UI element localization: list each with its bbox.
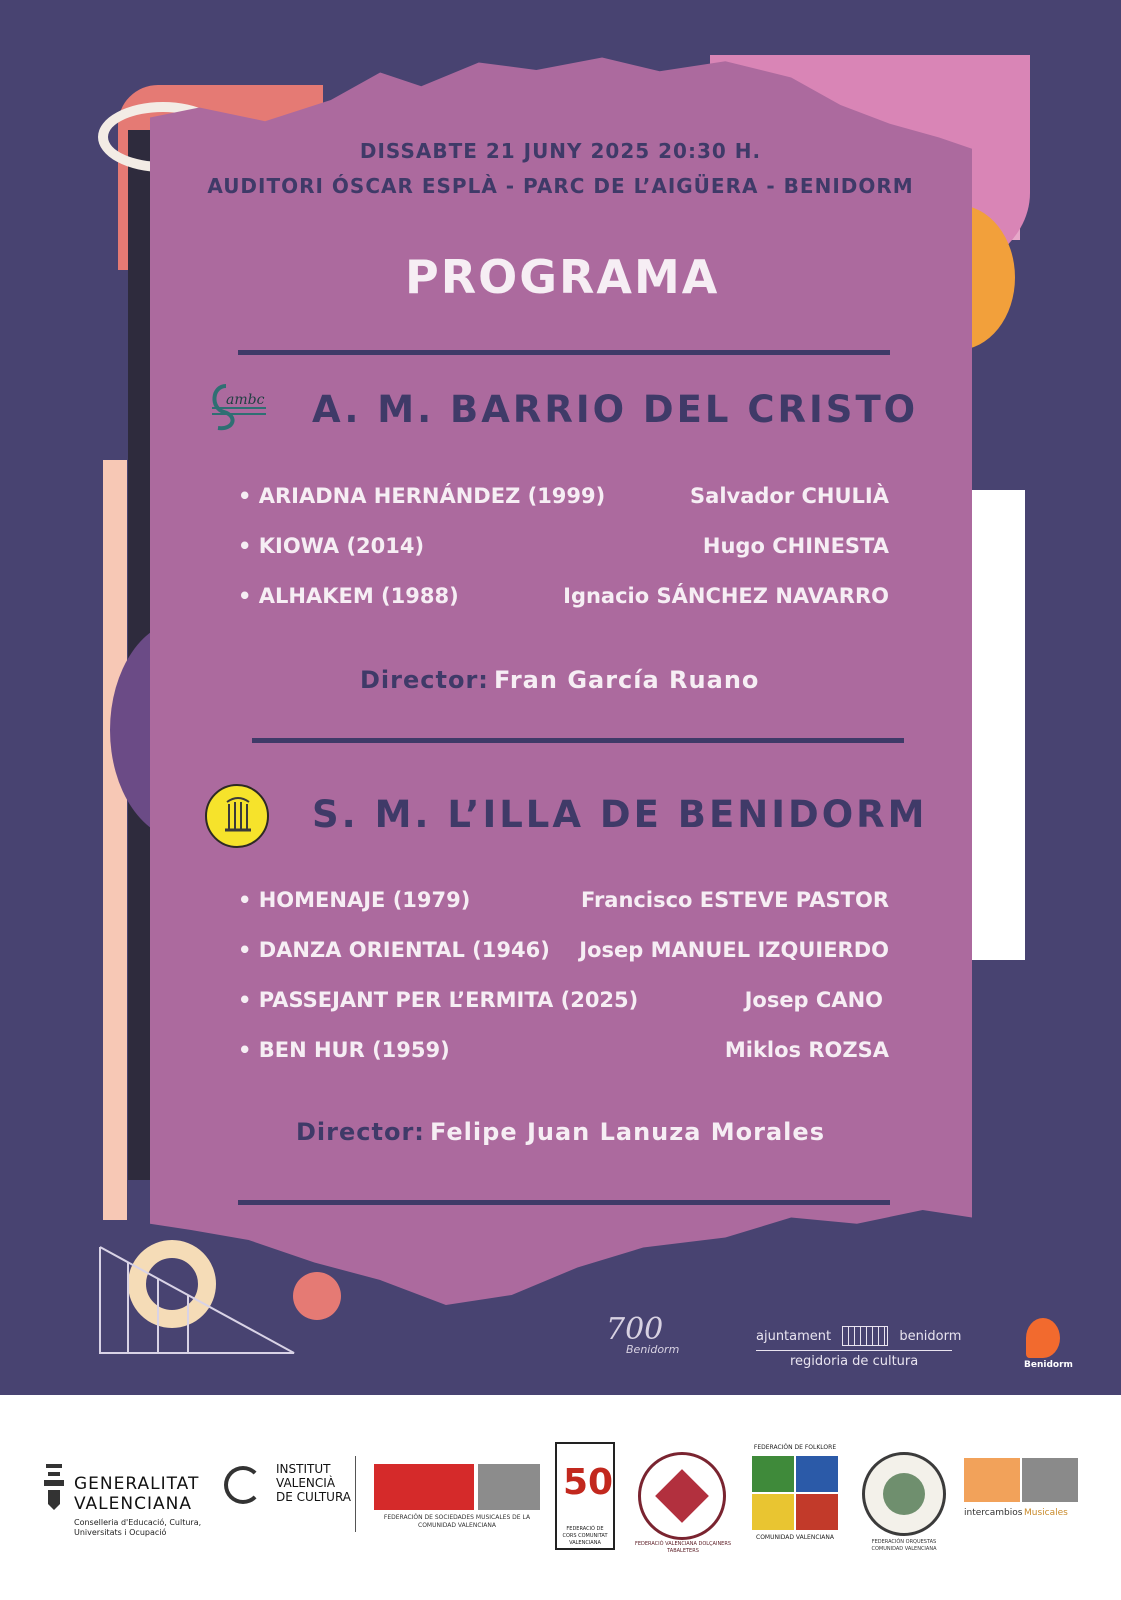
piece-title-text: DANZA ORIENTAL (1946) [258,938,550,962]
fcor-logo [555,1442,615,1550]
generalitat-line-1: GENERALITAT [74,1474,200,1494]
culture-history-logo [1026,1318,1060,1358]
anniversary-sub: Benidorm [626,1343,680,1356]
piece-title-text: KIOWA (2014) [258,534,425,558]
piece-title-text: ALHAKEM (1988) [258,584,459,608]
folklore-tile-yellow [752,1494,794,1530]
piece-title-text: PASSEJANT PER L’ERMITA (2025) [258,988,639,1012]
dolcaina-logo [635,1452,731,1554]
piece-title: • HOMENAJE (1979) [238,888,471,912]
decor-line-triangle [98,1245,298,1355]
ivc-line-1: INSTITUT [276,1462,331,1476]
folklore-tile-green [752,1456,794,1492]
ajuntament-logo [756,1325,961,1369]
ajuntament-sub-text: regidoria de cultura [790,1353,919,1369]
fsmcv-red-block [374,1464,474,1510]
orquestas-inner-circle [883,1473,925,1515]
director-label: Director: [296,1118,425,1146]
ajuntament-right-text: benidorm [899,1329,962,1344]
culture-brand-text: Benidorm [1024,1360,1073,1370]
ivc-line-3: DE CULTURA [276,1490,352,1504]
piece-composer: Hugo CHINESTA [702,534,889,558]
decor-peach-strip [103,460,127,1220]
intercambios-logo [962,1456,1082,1536]
piece-title-text: BEN HUR (1959) [258,1038,450,1062]
fsmcv-logo [372,1460,542,1530]
piece-title-text: HOMENAJE (1979) [258,888,471,912]
folklore-sub: COMUNIDAD VALENCIANA [756,1534,834,1541]
piece-title: • BEN HUR (1959) [238,1038,450,1062]
intercambios-line-2: Musicales [1024,1508,1068,1518]
page-title: PROGRAMA [405,250,720,304]
ivc-line-2: VALENCIÀ [276,1476,336,1490]
divider-top [238,350,890,355]
piece-title: • ALHAKEM (1988) [238,584,459,608]
sponsor-divider [355,1456,356,1532]
event-venue: AUDITORI ÓSCAR ESPLÀ - PARC DE L’AIGÜERA - BENIDORM [207,174,914,198]
generalitat-shield-icon [42,1460,66,1512]
ivc-circle-icon [224,1466,262,1504]
director-line-1 [360,666,759,694]
director-label: Director: [360,666,489,694]
generalitat-line-2: VALENCIANA [74,1494,192,1514]
intercambios-line-1: intercambios [964,1508,1023,1518]
fsmcv-gray-block [478,1464,540,1510]
director-line-2 [296,1118,825,1146]
ajuntament-left-text: ajuntament [756,1329,832,1344]
anniversary-logo [606,1312,679,1356]
folklore-tile-red [796,1494,838,1530]
piece-title: • DANZA ORIENTAL (1946) [238,938,550,962]
intercambios-gray-block [1022,1458,1078,1502]
piece-title: • KIOWA (2014) [238,534,425,558]
piece-title: • ARIADNA HERNÁNDEZ (1999) [238,484,606,508]
piece-composer: Salvador CHULIÀ [690,484,889,508]
director-name: Felipe Juan Lanuza Morales [429,1118,825,1146]
ambc-logo [204,378,274,438]
illa-logo [205,784,269,848]
piece-composer: Josep MANUEL IZQUIERDO [579,938,889,962]
fcor-caption: FEDERACIÓ DE CORS COMUNITAT VALENCIANA [562,1526,608,1546]
director-name: Fran García Ruano [493,666,760,694]
orquestas-logo [862,1452,946,1552]
fsmcv-caption: FEDERACIÓN DE SOCIEDADES MUSICALES DE LA COMUNIDAD VALENCIANA [383,1514,531,1529]
band-name-2: S. M. L’ILLA DE BENIDORM [312,793,928,836]
event-date: DISSABTE 21 JUNY 2025 20:30 H. [359,139,762,163]
folklore-logo [748,1446,842,1546]
piece-title-text: ARIADNA HERNÁNDEZ (1999) [258,484,606,508]
fcor-number: 50 [563,1462,614,1503]
intercambios-orange-block [964,1458,1020,1502]
dolcaina-caption: FEDERACIÓ VALENCIANA DOLÇAINERS TABALETERS [635,1541,731,1554]
piece-composer: Josep CANO [744,988,883,1012]
generalitat-sub: Conselleria d'Educació, Cultura, Universitats i Ocupació [74,1518,202,1537]
piece-composer: Ignacio SÁNCHEZ NAVARRO [563,584,889,608]
folklore-title: FEDERACIÓN DE FOLKLORE [753,1444,837,1451]
orquestas-caption: FEDERACIÓN ORQUESTAS COMUNIDAD VALENCIANA [871,1539,937,1552]
anniversary-number: 700 [606,1312,664,1347]
ambc-logo-text: ambc [226,392,265,408]
decor-salmon-dot [293,1272,341,1320]
piece-composer: Miklos ROZSA [724,1038,889,1062]
piece-composer: Francisco ESTEVE PASTOR [580,888,889,912]
city-hall-icon [842,1326,888,1346]
piece-title: • PASSEJANT PER L’ERMITA (2025) [238,988,639,1012]
band-name-1: A. M. BARRIO DEL CRISTO [312,388,919,431]
divider-bottom [238,1200,890,1205]
dolcaina-diamond-icon [655,1469,709,1523]
divider-middle [252,738,904,743]
folklore-tile-blue [796,1456,838,1492]
